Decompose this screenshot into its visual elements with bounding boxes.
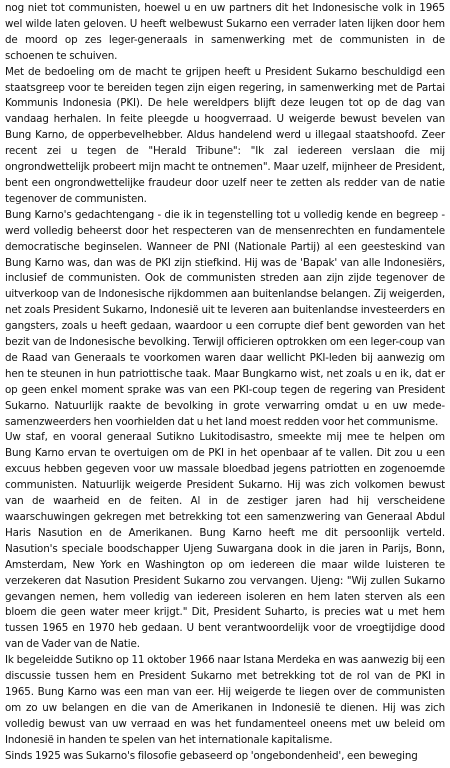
paragraph-6: Sinds 1925 was Sukarno's filosofie gebaseerd op 'ongebondenheid', een beweging (5, 749, 418, 762)
paragraph-1: nog niet tot communisten, hoewel u en uw partners dit het Indonesische volk in 1965 wel wilde laten geloven. U heeft welbewust Sukarno een verrader laten lijken door hem de moord op zes leger-generaals in samenwerking met de communisten in de schoenen te schuiven. (5, 2, 445, 62)
paragraph-4: Uw staf, en vooral generaal Sutikno Lukitodisastro, smeekte mij mee te helpen om Bung Karno ervan te overtuigen om de PKI in het openbaar af te vallen. Dit zou u een excuus hebben gegeven voor uw massale bloedbad jegens patriotten en zogenoemde communisten. Natuurlijk weigerde President Sukarno. Hij was zich volkomen bewust van de waarheid en de feiten. Al in de zestiger jaren had hij verscheidene waarschuwingen gekregen met betrekking tot een samenzwering van Generaal Abdul Haris Nasution en de Amerikanen. Bung Karno heeft me dit persoonlijk verteld. Nasution's speciale boodschapper Ujeng Suwargana dook in die jaren in Parijs, Bonn, Amsterdam, New York en Washington op om iedereen die maar wilde luisteren te verzekeren dat Nasution President Sukarno zou vervangen. Ujeng: "Wij zullen Sukarno gevangen nemen, hem volledig van iedereen isoleren en hem laten sterven als een bloem die geen water meer krijgt." Dit, President Suharto, is precies wat u met hem tussen 1965 en 1970 heb gedaan. U bent verantwoordelijk voor de vroegtijdige dood van de Vader van de Natie. (5, 431, 445, 651)
paragraph-2: Met de bedoeling om de macht te grijpen heeft u President Sukarno beschuldigd een staatsgreep voor te bereiden tegen zijn eigen regering, in samenwerking met de Partai Kommunis Indonesia (PKI). De hele wereldpers blijft deze leugen tot op de dag van vandaag herhalen. In feite pleegde u hoogverraad. U weigerde bewust bevelen van Bung Karno, de opperbevelhebber. Aldus handelend werd u illegaal staatshoofd. Zeer recent zei u tegen de "Herald Tribune": "Ik zal iedereen verslaan die mij ongrondwettelijk probeert mijn macht te ontnemen". Maar uzelf, mijnheer de President, bent een ongrondwettelijke fraudeur door uzelf neer te zetten als redder van de natie tegenover de communisten. (5, 65, 445, 205)
paragraph-3: Bung Karno's gedachtengang - die ik in tegenstelling tot u volledig kende en begreep - werd volledig beheerst door het respecteren van de mensenrechten en fundamentele democratische beginselen. Wanneer de PNI (Nationale Partij) al een geesteskind van Bung Karno was, dan was de PKI zijn stiefkind. Hij was de 'Bapak' van alle Indonesiërs, inclusief de communisten. Ook de communisten streden aan zijn zijde tegenover de uitverkoop van de Indonesische rijkdommen aan buitenlandse belangen. Zij weigerden, net zoals President Sukarno, Indonesië uit te leveren aan buitenlandse investeerders en gangsters, zoals u heeft gedaan, waardoor u een corrupte dief bent geworden van het bezit van de Indonesische bevolking. Terwijl officieren optrokken om een leger-coup van de Raad van Generaals te voorkomen waren daar wellicht PKI-leden bij aanwezig om hen te steunen in hun patriottische taak. Maar Bungkarno wist, net zoals u en ik, dat er op geen enkel moment sprake was van een PKI-coup tegen de regering van President Sukarno. Natuurlijk raakte de bevolking in grote verwarring omdat u en uw mede-samenzweerders hen voorhielden dat u het land moest redden voor het communisme. (5, 208, 445, 428)
paragraph-5: Ik begeleidde Sutikno op 11 oktober 1966 naar Istana Merdeka en was aanwezig bij een discussie tussen hem en President Sukarno met betrekking tot de rol van de PKI in 1965. Bung Karno was een man van eer. Hij weigerde te liegen over de communisten om zo uw belangen en die van de Amerikanen in Indonesië te dienen. Hij was zich volledig bewust van uw verraad en was het fundamenteel oneens met uw beleid om Indonesië in handen te spelen van het internationale kapitalisme. (5, 654, 445, 746)
